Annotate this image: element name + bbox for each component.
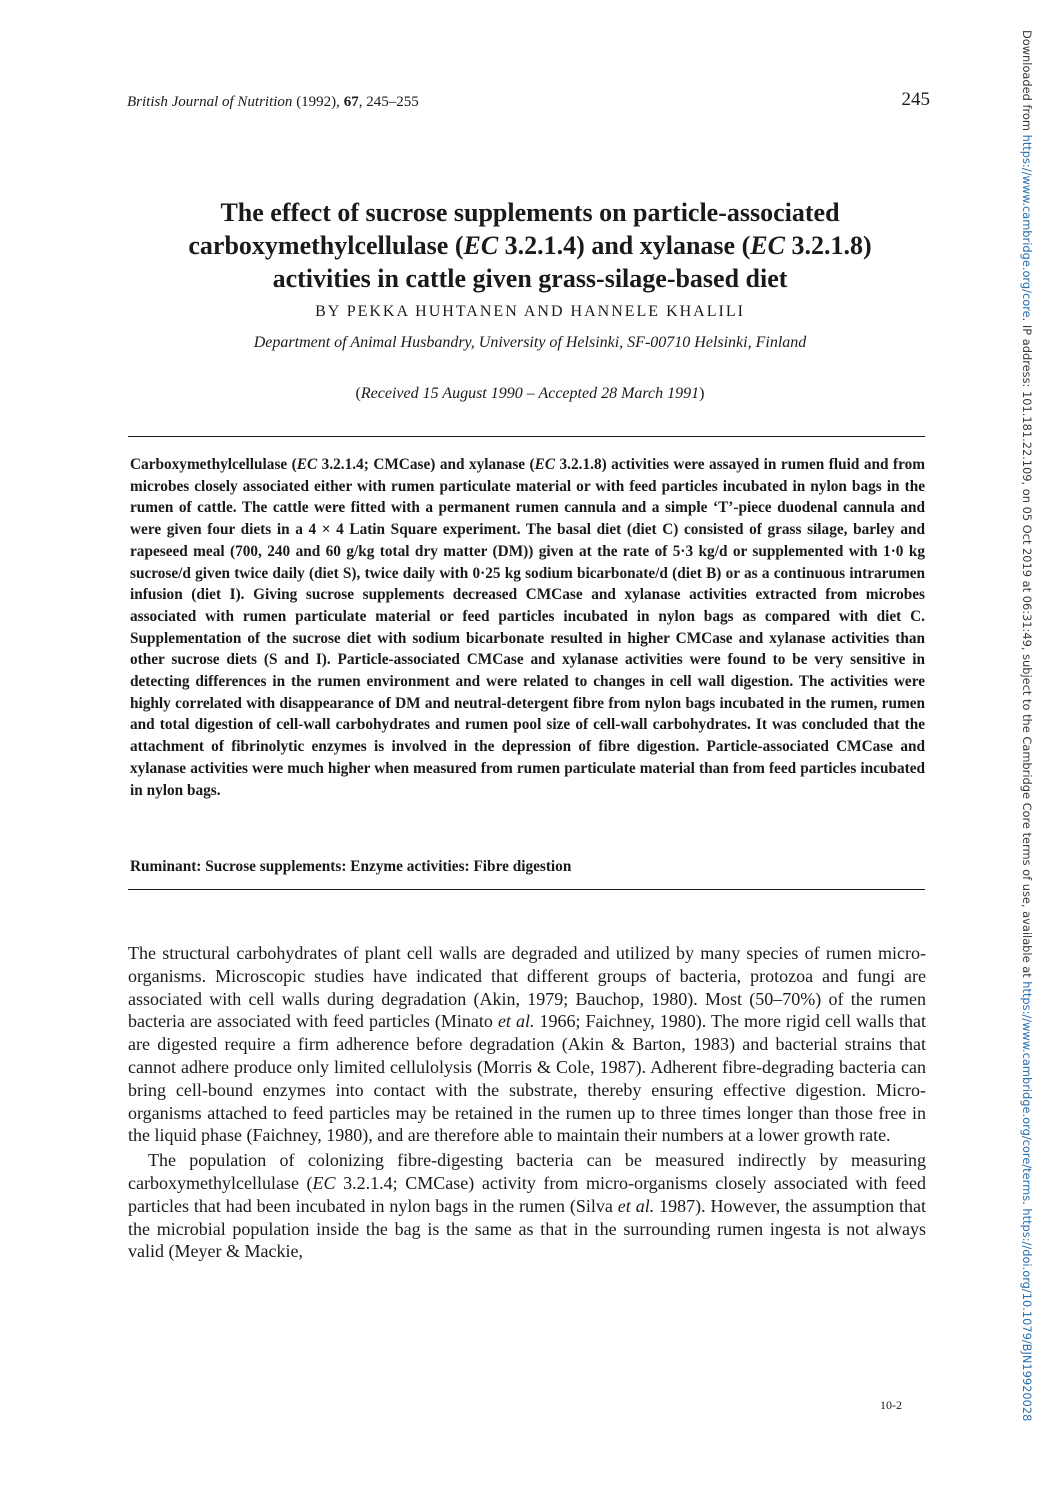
- received-text: Received 15 August 1990 – Accepted 28 March 1991: [360, 385, 700, 402]
- abstract-top-rule: [128, 436, 925, 437]
- title-line-2: [110, 229, 950, 262]
- title-line-1: The effect of sucrose supplements on particle-associated: [220, 198, 840, 227]
- title-ec: EC: [463, 231, 499, 260]
- title-line-3: activities in cattle given grass-silage-based diet: [272, 264, 788, 293]
- notice-text: . IP address: 101.181.22.109, on 05 Oct 2019 at 06:31:49, subject to the Cambridge Core terms of use, available at: [1020, 317, 1034, 982]
- abstract-paragraph: [130, 454, 925, 801]
- body-text-run: 1987). However, the assumption that the microbial population inside the bag is the same as that in the surrounding rumen ingesta is not always valid (Meyer & Mackie,: [128, 1195, 926, 1262]
- cambridge-core-link[interactable]: https://www.cambridge.org/core: [1020, 134, 1034, 318]
- doi-link[interactable]: https://doi.org/10.1079/BJN19920028: [1020, 1208, 1034, 1422]
- abstract-text: 3.2.1.4; CMCase) and xylanase (: [317, 456, 535, 473]
- body-text-run: The population of colonizing fibre-digesting bacteria can be measured indirectly by measuring carboxymethylcellulase (: [128, 1150, 926, 1193]
- journal-name: British Journal of Nutrition: [127, 94, 293, 110]
- body-text-run: 3.2.1.4; CMCase) activity from micro-organisms closely associated with feed particles that had been incubated in nylon bags in the rumen (Silva: [128, 1172, 926, 1216]
- abstract-ec: EC: [296, 456, 318, 473]
- title-text: carboxymethylcellulase (: [188, 231, 464, 260]
- download-notice-sidebar: [1015, 30, 1039, 1470]
- abstract-ec: EC: [534, 456, 556, 473]
- paren-open: (: [355, 385, 361, 402]
- download-notice-text: [1015, 30, 1039, 1470]
- terms-link[interactable]: https://www.cambridge.org/core/terms: [1020, 981, 1034, 1202]
- et-al: et al.: [497, 1011, 535, 1032]
- journal-volume: 67: [343, 94, 359, 110]
- abstract-bottom-rule: [128, 889, 925, 890]
- et-al: et al.: [617, 1195, 655, 1216]
- journal-pages: , 245–255: [358, 94, 419, 110]
- journal-year: (1992),: [292, 94, 344, 110]
- title-text: 3.2.1.8): [784, 231, 872, 260]
- author-line: BY PEKKA HUHTANEN AND HANNELE KHALILI: [315, 303, 745, 320]
- notice-text: .: [1020, 1201, 1034, 1209]
- journal-citation: [127, 94, 419, 111]
- keywords: Ruminant: Sucrose supplements: Enzyme activities: Fibre digestion: [130, 858, 572, 875]
- title-text: 3.2.1.4) and xylanase (: [498, 231, 751, 260]
- abstract-text: 3.2.1.8) activities were assayed in rumen fluid and from microbes closely associated either with rumen particulate material or with feed particles incubated in nylon bags in the rumen of cattle. The cattle were fitted with a permanent rumen cannula and a simple ‘T’-piece duodenal cannula and were given four diets in a 4 × 4 Latin Square experiment. The basal diet (diet C) consisted of grass silage, barley and rapeseed meal (700, 240 and 60 g/kg total dry matter (DM)) given at the rate of 5·3 kg/d or supplemented with 1·0 kg sucrose/d given twice daily (diet S), twice daily with 0·25 kg sodium bicarbonate/d (diet B) or as a continuous intrarumen infusion (diet I). Giving sucrose supplements decreased CMCase and xylanase activities extracted from microbes associated with rumen particulate material or feed particles incubated in nylon bags as compared with diet C. Supplementation of the sucrose diet with sodium bicarbonate resulted in higher CMCase and xylanase activities than other sucrose diets (S and I). Particle-associated CMCase and xylanase activities were found to be very sensitive in detecting differences in the rumen environment and were related to changes in cell wall digestion. The activities were highly correlated with disappearance of DM and neutral-detergent fibre from nylon bags incubated in the rumen, rumen and total digestion of cell-wall carbohydrates and rumen pool size of cell-wall carbohydrates. It was concluded that the attachment of fibrinolytic enzymes is involved in the depression of fibre digestion. Particle-associated CMCase and xylanase activities were much higher when measured from rumen particulate material than from feed particles incubated in nylon bags.: [130, 456, 925, 799]
- body-ec: EC: [312, 1172, 336, 1193]
- body-text: [128, 942, 926, 1263]
- paren-close: ): [699, 385, 705, 402]
- body-paragraph-2: [128, 1149, 926, 1263]
- abstract-text: Carboxymethylcellulase (: [130, 456, 297, 473]
- article-title: [110, 196, 950, 295]
- body-text-run: The structural carbohydrates of plant cell walls are degraded and utilized by many species of rumen micro-organisms. Microscopic studies have indicated that different groups of bacteria, protozoa and fungi are associated with cell walls during degradation (Akin, 1979; Bauchop, 1980). Most (50–70%) of the rumen bacteria are associated with feed particles (Minato: [128, 943, 926, 1032]
- folio-mark: 10-2: [880, 1398, 902, 1412]
- author-affiliation: Department of Animal Husbandry, University of Helsinki, SF-00710 Helsinki, Finland: [253, 334, 807, 351]
- title-ec: EC: [750, 231, 785, 260]
- body-text-run: 1966; Faichney, 1980). The more rigid cell walls that are digested require a firm adherence before degradation (Akin & Barton, 1983) and bacterial strains that cannot adhere produce only limited cellulolysis (Morris & Cole, 1987). Adherent fibre-degrading bacteria can bring cell-bound enzymes into contact with the substrate, thereby ensuring effective digestion. Micro-organisms attached to feed particles may be retained in the rumen up to three times longer than those free in the liquid phase (Faichney, 1980), and are therefore able to maintain their numbers at a lower growth rate.: [128, 1011, 926, 1146]
- notice-text: Downloaded from: [1020, 30, 1034, 135]
- abstract: [130, 454, 925, 801]
- page-number: 245: [901, 89, 930, 110]
- received-dates: [110, 385, 950, 403]
- body-paragraph-1: [128, 942, 926, 1147]
